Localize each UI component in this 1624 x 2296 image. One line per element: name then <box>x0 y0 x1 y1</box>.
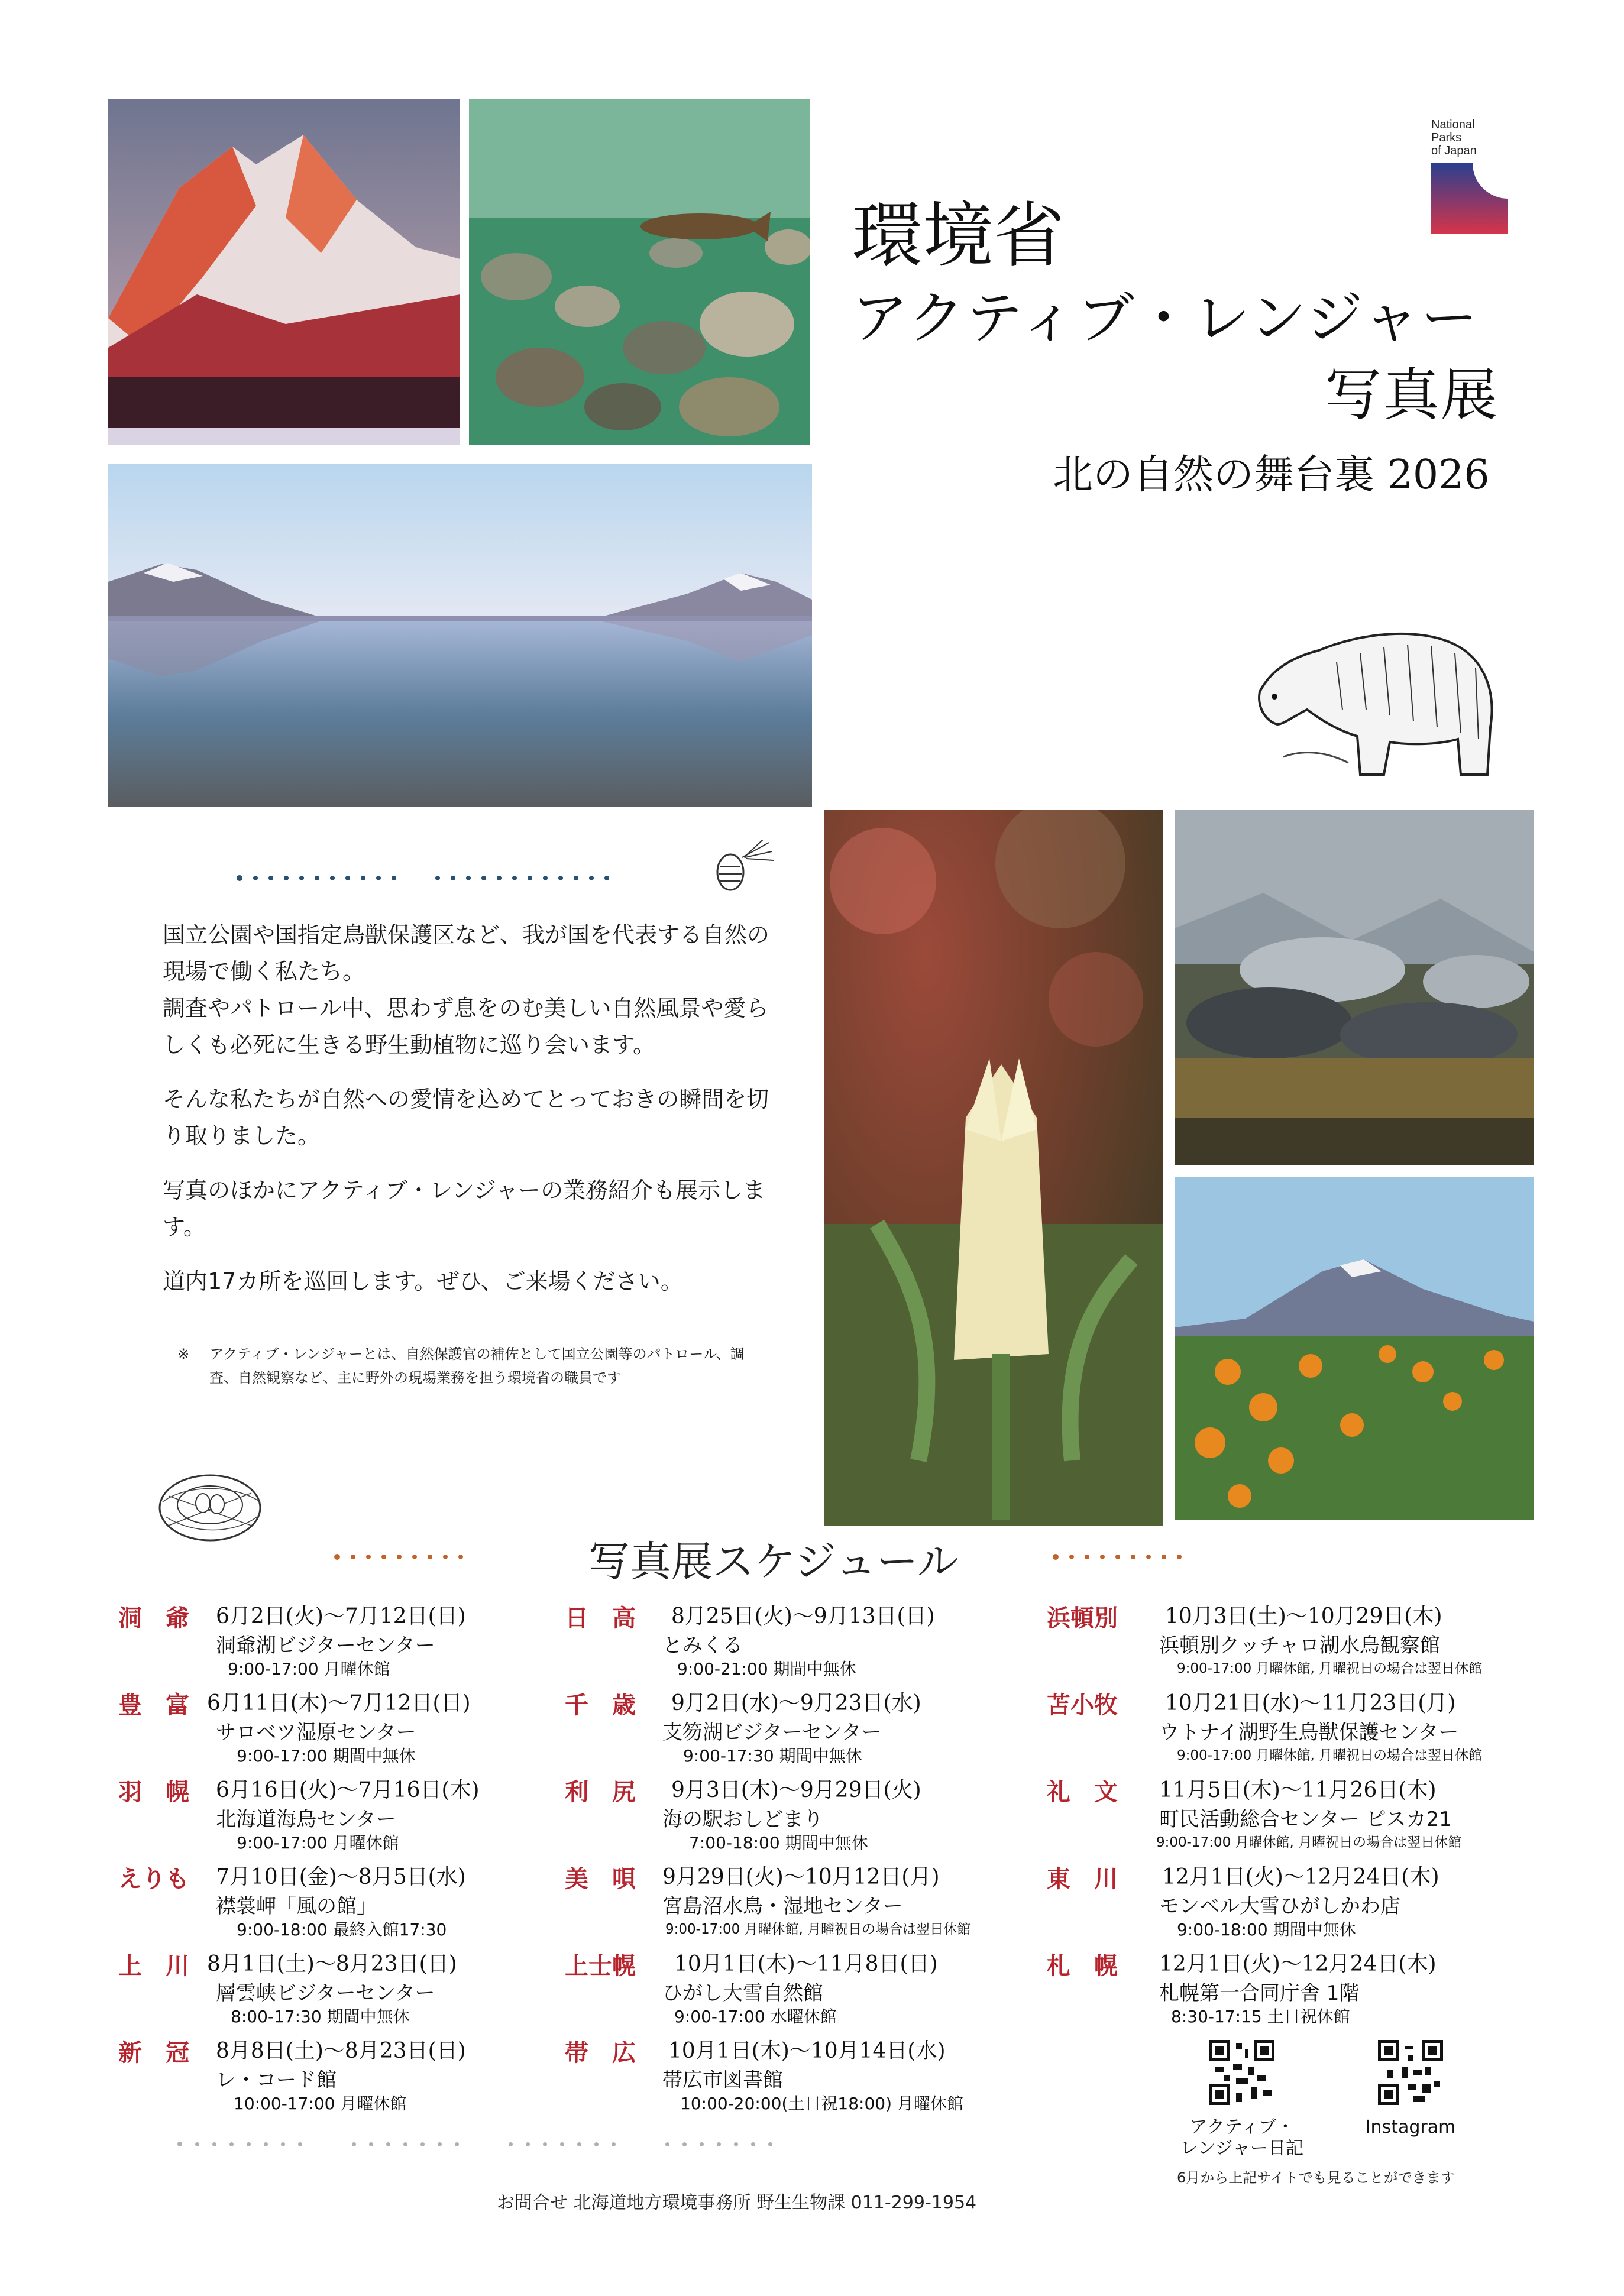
schedule-place: 豊 富 <box>118 1691 189 1719</box>
schedule-date: 6月16日(火)～7月16日(木) <box>216 1778 480 1802</box>
qr-label-1b: レンジャー日記 <box>1180 2138 1303 2159</box>
schedule-place: 洞 爺 <box>118 1604 189 1632</box>
schedule-venue: 海の駅おしどまり <box>662 1808 823 1831</box>
note-text: アクティブ・レンジャーとは、自然保護官の補佐として国立公園等のパトロール、調査、自然観察など、主に野外の現場業務を担う環境省の職員です <box>209 1346 745 1386</box>
photo-river-fish <box>469 99 810 445</box>
photo-lake-reflection <box>108 464 812 807</box>
schedule-date: 8月8日(土)～8月23日(日) <box>216 2039 466 2063</box>
schedule-venue: ウトナイ湖野生鳥獣保護センター <box>1159 1721 1459 1744</box>
schedule-hours: 9:00-17:00 水曜休館 <box>674 2007 837 2026</box>
schedule-place: 日 高 <box>565 1604 636 1632</box>
schedule-hours: 9:00-17:00 月曜休館, 月曜祝日の場合は翌日休館 <box>1177 1661 1483 1676</box>
schedule-venue: 宮島沼水鳥・湿地センター <box>662 1895 903 1918</box>
schedule-date: 8月1日(土)～8月23日(日) <box>207 1952 457 1976</box>
intro-dot-divider <box>237 875 609 881</box>
intro-paragraph-2: そんな私たちが自然への愛情を込めてとっておきの瞬間を切り取りました。 <box>163 1086 769 1149</box>
title-photo-exhibition: 写真展 <box>1325 362 1499 428</box>
schedule-place: 東 川 <box>1047 1865 1118 1893</box>
schedule-date: 12月1日(火)～12月24日(木) <box>1162 1865 1439 1889</box>
schedule-date: 9月2日(水)～9月23日(水) <box>671 1691 921 1715</box>
intro-paragraph-1 <box>163 917 778 1063</box>
title-active-ranger: アクティブ・レンジャー <box>852 285 1479 351</box>
schedule-place: 羽 幌 <box>118 1778 189 1806</box>
qr-pattern-icon <box>1209 2040 1274 2105</box>
schedule-date: 9月3日(木)～9月29日(火) <box>671 1778 921 1802</box>
schedule-venue: 支笏湖ビジターセンター <box>662 1721 882 1744</box>
photo-lilies-mountain <box>1175 1177 1534 1520</box>
schedule-hours: 9:00-17:00 月曜休館, 月曜祝日の場合は翌日休館 <box>1177 1748 1483 1763</box>
schedule-hours: 9:00-17:00 月曜休館 <box>228 1659 390 1679</box>
schedule-hours: 8:30-17:15 土日祝休館 <box>1171 2007 1350 2026</box>
schedule-date: 6月2日(火)～7月12日(日) <box>216 1604 466 1628</box>
intro-p1: 国立公園や国指定鳥獣保護区など、我が国を代表する自然の現場で働く私たち。 <box>163 922 770 985</box>
schedule-date: 11月5日(木)～11月26日(木) <box>1159 1778 1437 1802</box>
schedule-hours: 9:00-17:00 月曜休館, 月曜祝日の場合は翌日休館 <box>665 1922 971 1937</box>
footer-dot-divider <box>177 2142 772 2146</box>
schedule-place: えりも <box>118 1865 189 1893</box>
intro-paragraph-4: 道内17カ所を巡回します。ぜひ、ご来場ください。 <box>163 1268 683 1294</box>
qr-code-instagram[interactable] <box>1378 2040 1443 2105</box>
photo-seals <box>1175 810 1534 1165</box>
bird-nest-illustration <box>151 1460 269 1552</box>
schedule-venue: 浜頓別クッチャロ湖水鳥観察館 <box>1159 1634 1440 1657</box>
schedule-venue: とみくる <box>662 1634 743 1657</box>
logo-text <box>1431 118 1514 157</box>
schedule-place: 上士幌 <box>565 1952 636 1980</box>
pinecone-icon <box>710 840 775 895</box>
schedule-hours: 9:00-17:00 月曜休館, 月曜祝日の場合は翌日休館 <box>1156 1835 1462 1850</box>
schedule-hours: 9:00-17:30 期間中無休 <box>683 1746 862 1766</box>
schedule-date: 9月29日(火)～10月12日(月) <box>662 1865 940 1889</box>
schedule-hours: 8:00-17:30 期間中無休 <box>231 2007 410 2026</box>
schedule-hours: 9:00-18:00 期間中無休 <box>1177 1920 1356 1939</box>
schedule-hours: 10:00-20:00(土日祝18:00) 月曜休館 <box>680 2094 963 2113</box>
schedule-hours: 9:00-21:00 期間中無休 <box>677 1659 856 1679</box>
schedule-place: 浜頓別 <box>1047 1604 1118 1632</box>
schedule-date: 6月11日(木)～7月12日(日) <box>207 1691 471 1715</box>
subtitle: 北の自然の舞台裏 2026 <box>1053 452 1490 498</box>
schedule-title: 写真展スケジュール <box>588 1537 959 1586</box>
schedule-venue: 層雲峡ビジターセンター <box>216 1981 435 2005</box>
schedule-date: 10月1日(木)～10月14日(水) <box>668 2039 946 2063</box>
schedule-venue: ひがし大雪自然館 <box>662 1981 823 2005</box>
intro-paragraph-3: 写真のほかにアクティブ・レンジャーの業務紹介も展示します。 <box>163 1177 766 1240</box>
qr-code-ranger-diary[interactable] <box>1209 2040 1274 2105</box>
schedule-date: 12月1日(火)～12月24日(木) <box>1159 1952 1437 1976</box>
title-ministry: 環境省 <box>852 195 1065 277</box>
schedule-dots-left <box>334 1554 463 1560</box>
qr-note: 6月から上記サイトでも見ることができます <box>1177 2169 1455 2186</box>
photo-alpine-flower <box>824 810 1163 1526</box>
schedule-venue: 町民活動総合センター ピスカ21 <box>1159 1808 1452 1831</box>
schedule-venue: モンベル大雪ひがしかわ店 <box>1159 1895 1400 1918</box>
logo-line-3: of Japan <box>1431 144 1477 157</box>
schedule-date: 10月3日(土)～10月29日(木) <box>1165 1604 1442 1628</box>
schedule-place: 千 歳 <box>565 1691 636 1719</box>
schedule-hours: 9:00-18:00 最終入館17:30 <box>237 1920 447 1939</box>
schedule-place: 礼 文 <box>1047 1778 1118 1806</box>
schedule-venue: 北海道海鳥センター <box>216 1808 396 1831</box>
schedule-venue: 洞爺湖ビジターセンター <box>216 1634 435 1657</box>
schedule-date: 10月21日(水)～11月23日(月) <box>1165 1691 1456 1715</box>
intro-text <box>163 917 778 1317</box>
logo-line-1: National <box>1431 118 1475 131</box>
logo-line-2: Parks <box>1431 131 1462 144</box>
schedule-hours: 7:00-18:00 期間中無休 <box>689 1833 868 1853</box>
photo-sunset-mountain <box>108 99 460 445</box>
schedule-date: 7月10日(金)～8月5日(水) <box>216 1865 466 1889</box>
schedule-venue: サロベツ湿原センター <box>216 1721 416 1744</box>
schedule-place: 利 尻 <box>565 1778 636 1806</box>
note-mark: ※ <box>177 1346 190 1362</box>
schedule-venue: レ・コード館 <box>216 2068 337 2092</box>
schedule-hours: 9:00-17:00 期間中無休 <box>237 1746 416 1766</box>
schedule-hours: 9:00-17:00 月曜休館 <box>237 1833 399 1853</box>
schedule-hours: 10:00-17:00 月曜休館 <box>234 2094 407 2113</box>
intro-p1b: 調査やパトロール中、思わず息をのむ美しい自然風景や愛らしくも必死に生きる野生動植物に巡り会います。 <box>163 995 769 1058</box>
logo-mark <box>1431 163 1508 234</box>
schedule-place: 新 冠 <box>118 2039 189 2067</box>
schedule-date: 8月25日(火)～9月13日(日) <box>671 1604 935 1628</box>
footer-contact: お問合せ 北海道地方環境事務所 野生生物課 011-299-1954 <box>497 2193 977 2213</box>
schedule-place: 札 幌 <box>1047 1952 1118 1980</box>
intro-note <box>177 1342 745 1390</box>
schedule-dots-right <box>1053 1554 1182 1560</box>
qr-label-ranger-diary <box>1180 2117 1304 2159</box>
schedule-place: 帯 広 <box>565 2039 636 2067</box>
qr-label-1a: アクティブ・ <box>1189 2117 1295 2138</box>
schedule-venue: 札幌第一合同庁舎 1階 <box>1159 1981 1360 2005</box>
schedule-place: 美 唄 <box>565 1865 636 1893</box>
schedule-place: 苫小牧 <box>1047 1691 1118 1719</box>
national-parks-logo <box>1431 118 1514 248</box>
schedule-venue: 襟裳岬「風の館」 <box>216 1895 377 1918</box>
qr-pattern-icon <box>1378 2040 1443 2105</box>
schedule-venue: 帯広市図書館 <box>662 2068 783 2092</box>
bear-illustration <box>1248 609 1508 786</box>
schedule-date: 10月1日(木)～11月8日(日) <box>674 1952 938 1976</box>
schedule-place: 上 川 <box>118 1952 189 1980</box>
qr-label-instagram: Instagram <box>1365 2117 1456 2138</box>
